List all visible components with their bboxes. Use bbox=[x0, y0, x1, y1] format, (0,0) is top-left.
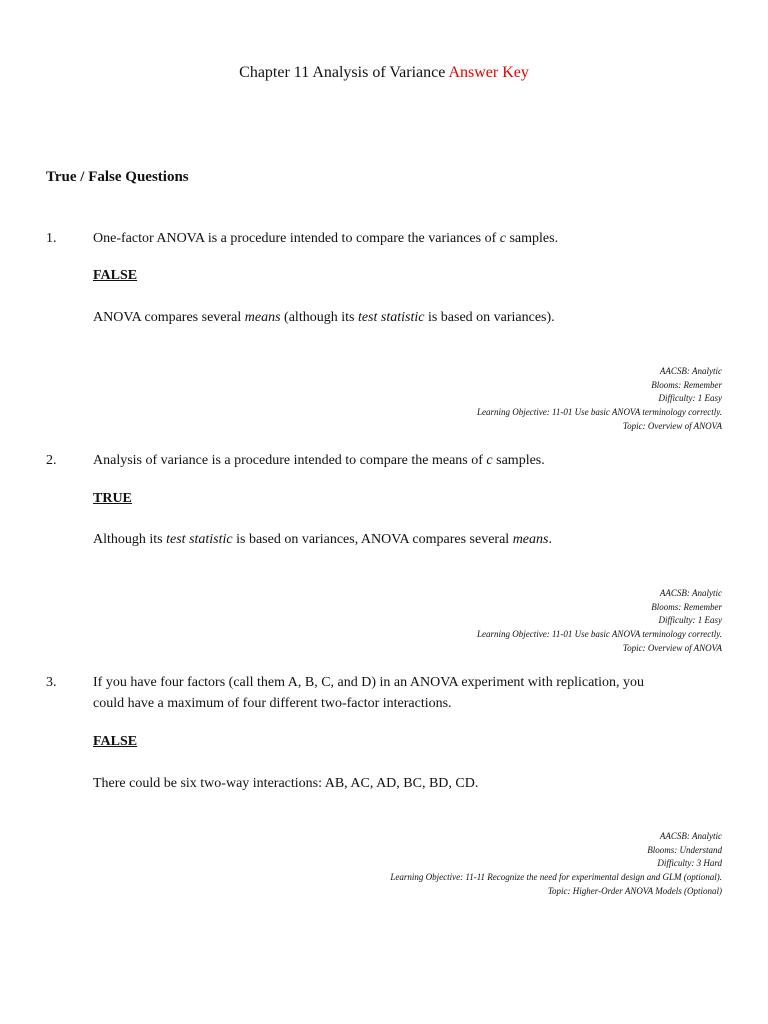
question-number: 2. bbox=[46, 453, 57, 468]
question-text bbox=[93, 672, 703, 714]
answer-label: FALSE bbox=[93, 268, 138, 283]
meta-blooms: Blooms: Remember bbox=[651, 601, 722, 612]
question-2 bbox=[46, 450, 726, 471]
explanation-italic: test statistic bbox=[357, 310, 425, 325]
explanation bbox=[93, 310, 555, 326]
meta-aacsb: AACSB: Analytic bbox=[659, 588, 722, 598]
meta-aacsb: AACSB: Analytic bbox=[659, 831, 722, 841]
meta-topic: Topic: Overview of ANOVA bbox=[622, 420, 722, 431]
explanation bbox=[93, 532, 552, 548]
meta-learning-objective: Learning Objective: 11-11 Recognize the need for experimental design and GLM (optional). bbox=[390, 872, 722, 883]
question-metadata bbox=[390, 830, 722, 899]
question-text-line: If you have four factors (call them A, B, C, and D) in an ANOVA experiment with replication, you bbox=[93, 675, 645, 690]
question-text bbox=[93, 228, 703, 249]
explanation-part: ANOVA compares several bbox=[93, 310, 245, 325]
question-metadata bbox=[477, 587, 722, 656]
meta-difficulty: Difficulty: 3 Hard bbox=[657, 858, 722, 869]
question-3 bbox=[46, 672, 726, 714]
meta-learning-objective: Learning Objective: 11-01 Use basic ANOVA terminology correctly. bbox=[477, 629, 722, 640]
question-1 bbox=[46, 228, 726, 249]
meta-difficulty: Difficulty: 1 Easy bbox=[658, 393, 722, 404]
question-text bbox=[93, 450, 703, 471]
explanation-part: is based on variances, ANOVA compares several bbox=[232, 532, 513, 547]
explanation-part: is based on variances). bbox=[424, 310, 555, 325]
title-main: Chapter 11 Analysis of Variance bbox=[239, 64, 449, 81]
question-number: 1. bbox=[46, 231, 57, 246]
question-text-line: could have a maximum of four different two-factor interactions. bbox=[93, 696, 452, 711]
meta-aacsb: AACSB: Analytic bbox=[659, 366, 722, 376]
answer-label: TRUE bbox=[93, 491, 132, 506]
explanation-part: Although its bbox=[93, 532, 167, 547]
meta-difficulty: Difficulty: 1 Easy bbox=[658, 615, 722, 626]
meta-topic: Topic: Overview of ANOVA bbox=[622, 642, 722, 653]
meta-topic: Topic: Higher-Order ANOVA Models (Optional) bbox=[547, 885, 722, 896]
question-text-part: samples. bbox=[492, 453, 545, 468]
explanation-part: (although its bbox=[280, 310, 358, 325]
explanation-italic: test statistic bbox=[166, 532, 233, 547]
meta-blooms: Blooms: Understand bbox=[647, 844, 722, 855]
question-text-italic: c bbox=[486, 453, 493, 468]
answer-label: FALSE bbox=[93, 734, 138, 749]
section-heading: True / False Questions bbox=[46, 169, 189, 185]
question-text-part: One-factor ANOVA is a procedure intended to compare the variances of bbox=[93, 231, 500, 246]
page-title bbox=[0, 64, 768, 82]
explanation: There could be six two-way interactions: AB, AC, AD, BC, BD, CD. bbox=[93, 776, 479, 791]
title-accent: Answer Key bbox=[448, 64, 529, 81]
question-metadata bbox=[477, 365, 722, 434]
explanation-part: . bbox=[548, 532, 552, 547]
question-text-part: samples. bbox=[505, 231, 559, 246]
question-text-part: Analysis of variance is a procedure intended to compare the means of bbox=[93, 453, 487, 468]
question-number: 3. bbox=[46, 675, 57, 690]
meta-blooms: Blooms: Remember bbox=[651, 379, 722, 390]
explanation-italic: means bbox=[512, 532, 549, 547]
explanation-italic: means bbox=[244, 310, 281, 325]
meta-learning-objective: Learning Objective: 11-01 Use basic ANOVA terminology correctly. bbox=[477, 407, 722, 418]
question-text-italic: c bbox=[499, 231, 506, 246]
